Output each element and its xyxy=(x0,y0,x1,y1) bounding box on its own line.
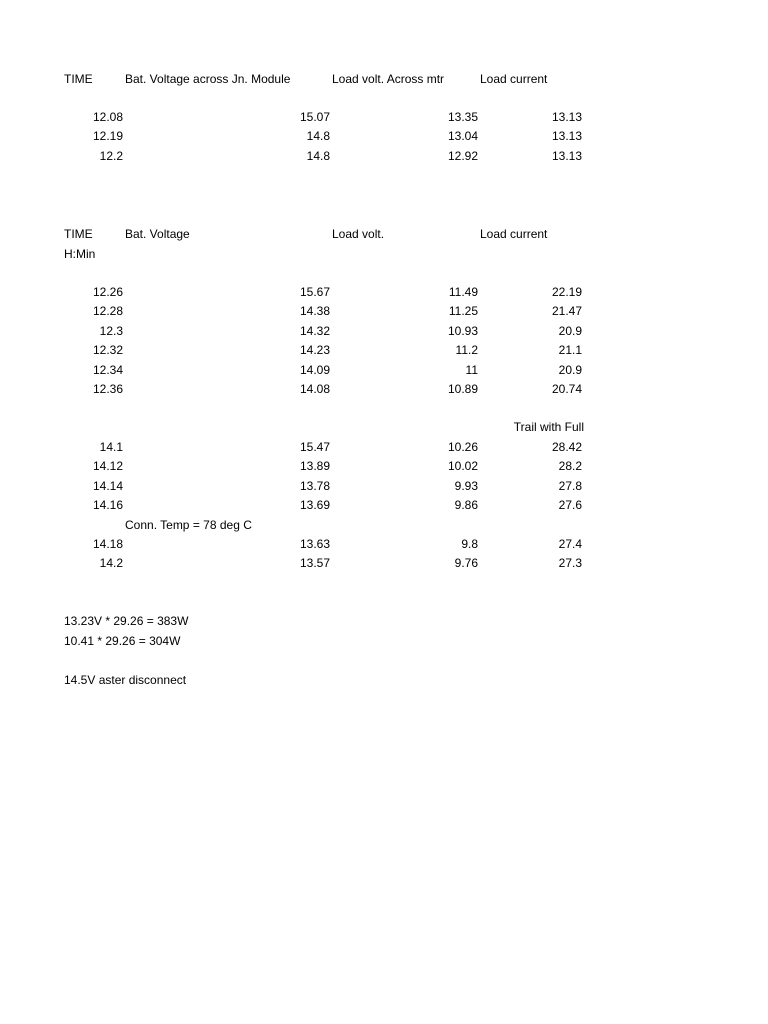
table-cell-bat-voltage: 14.08 xyxy=(299,382,330,396)
table-cell-load-volt: 10.02 xyxy=(447,459,478,473)
t2-header-load-current: Load current xyxy=(480,227,548,241)
table-cell-time: 12.32 xyxy=(92,343,123,357)
table-cell-bat-voltage: 14.09 xyxy=(299,363,330,377)
table-cell-time: 12.08 xyxy=(92,110,123,124)
table-cell-bat-voltage: 13.78 xyxy=(299,479,330,493)
t2-header-load-volt: Load volt. xyxy=(332,227,385,241)
t1-header-time: TIME xyxy=(64,72,93,86)
table-cell-load-volt: 13.35 xyxy=(447,110,478,124)
table-cell-time: 14.2 xyxy=(99,556,123,570)
table-cell-bat-voltage: 14.23 xyxy=(299,343,330,357)
table-cell-time: 14.18 xyxy=(92,537,123,551)
table-cell-time: 14.14 xyxy=(92,479,123,493)
table-cell-load-current: 22.19 xyxy=(551,285,582,299)
table-cell-load-current: 28.2 xyxy=(558,459,582,473)
table-cell-time: 12.3 xyxy=(99,324,123,338)
table-cell-bat-voltage: 15.07 xyxy=(299,110,330,124)
table-cell-load-current: 27.6 xyxy=(558,498,582,512)
table-cell-load-volt: 10.89 xyxy=(447,382,478,396)
t1-header-load-current: Load current xyxy=(480,72,548,86)
table-cell-time: 12.28 xyxy=(92,304,123,318)
conn-temp-note: Conn. Temp = 78 deg C xyxy=(125,518,252,532)
disconnect-note: 14.5V aster disconnect xyxy=(64,673,187,687)
table-cell-load-volt: 13.04 xyxy=(447,129,478,143)
table-cell-bat-voltage: 14.8 xyxy=(306,129,330,143)
t2-header-time: TIME xyxy=(64,227,93,241)
table-cell-load-current: 27.4 xyxy=(558,537,582,551)
t1-header-bat-voltage: Bat. Voltage across Jn. Module xyxy=(125,72,291,86)
table-cell-load-current: 13.13 xyxy=(551,110,582,124)
table-cell-bat-voltage: 13.57 xyxy=(299,556,330,570)
power-note: 10.41 * 29.26 = 304W xyxy=(64,634,181,648)
power-note: 13.23V * 29.26 = 383W xyxy=(64,614,189,628)
table-cell-load-current: 21.1 xyxy=(558,343,582,357)
table-cell-time: 14.1 xyxy=(99,440,123,454)
table-cell-load-volt: 9.86 xyxy=(454,498,478,512)
table-cell-bat-voltage: 14.8 xyxy=(306,149,330,163)
table-cell-time: 12.2 xyxy=(99,149,123,163)
table-cell-load-volt: 9.8 xyxy=(461,537,478,551)
t1-header-load-volt: Load volt. Across mtr xyxy=(332,72,445,86)
table-cell-load-current: 21.47 xyxy=(551,304,582,318)
table-cell-load-volt: 12.92 xyxy=(447,149,478,163)
table-cell-bat-voltage: 13.63 xyxy=(299,537,330,551)
table-cell-load-current: 20.9 xyxy=(558,363,582,377)
table-cell-load-volt: 11 xyxy=(465,363,478,377)
table-cell-load-current: 28.42 xyxy=(551,440,582,454)
table-cell-time: 14.12 xyxy=(92,459,123,473)
table-cell-time: 12.19 xyxy=(92,129,123,143)
table-cell-load-current: 27.3 xyxy=(558,556,582,570)
t2-subheader-hmin: H:Min xyxy=(64,247,96,261)
table-cell-bat-voltage: 15.47 xyxy=(299,440,330,454)
table-cell-time: 12.26 xyxy=(92,285,123,299)
table-cell-load-volt: 9.76 xyxy=(454,556,478,570)
table-cell-load-current: 20.74 xyxy=(551,382,582,396)
table-cell-bat-voltage: 14.32 xyxy=(299,324,330,338)
table-cell-bat-voltage: 15.67 xyxy=(299,285,330,299)
table-cell-load-volt: 9.93 xyxy=(454,479,478,493)
table-cell-load-current: 20.9 xyxy=(558,324,582,338)
table-cell-time: 12.36 xyxy=(92,382,123,396)
table-cell-bat-voltage: 13.69 xyxy=(299,498,330,512)
table-cell-load-volt: 11.2 xyxy=(455,343,478,357)
table-cell-time: 12.34 xyxy=(92,363,123,377)
table-cell-load-current: 13.13 xyxy=(551,149,582,163)
table-cell-load-current: 27.8 xyxy=(558,479,582,493)
table-cell-load-volt: 11.49 xyxy=(448,285,478,299)
table-cell-load-volt: 11.25 xyxy=(448,304,478,318)
table-cell-load-volt: 10.26 xyxy=(447,440,478,454)
table-cell-bat-voltage: 14.38 xyxy=(299,304,330,318)
table-cell-bat-voltage: 13.89 xyxy=(299,459,330,473)
trial-label: Trail with Full xyxy=(513,420,584,434)
t2-header-bat-voltage: Bat. Voltage xyxy=(125,227,190,241)
table-cell-load-current: 13.13 xyxy=(551,129,582,143)
table-cell-load-volt: 10.93 xyxy=(447,324,478,338)
table-cell-time: 14.16 xyxy=(92,498,123,512)
